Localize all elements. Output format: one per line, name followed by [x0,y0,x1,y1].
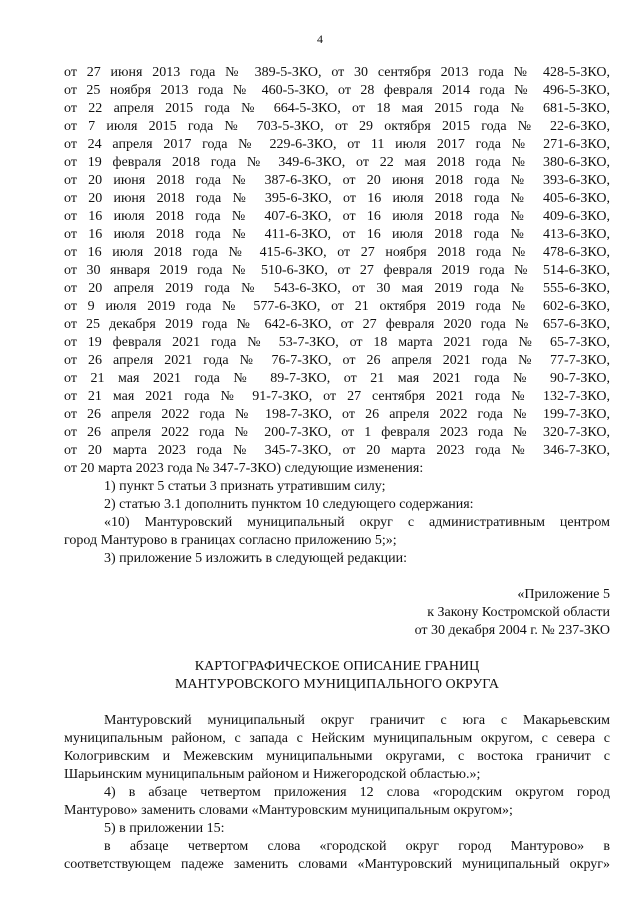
amendment-dates-line: от 21 мая 2021 года № 91-7-ЗКО, от 27 сентября 2021 года № 132-7-ЗКО, [64,389,610,404]
section-heading-line-1: КАРТОГРАФИЧЕСКОЕ ОПИСАНИЕ ГРАНИЦ [194,659,480,674]
page-number: 4 [317,32,323,46]
amendment-dates-line: от 16 июля 2018 года № 415-6-ЗКО, от 27 ноября 2018 года № 478-6-ЗКО, [64,245,610,260]
amendment-dates-line: от 25 декабря 2019 года № 642-6-ЗКО, от 27 февраля 2020 года № 657-6-ЗКО, [64,317,610,332]
amendment-dates-last-line: от 20 марта 2023 года № 347-7-ЗКО) следующие изменения: [64,461,424,476]
amendment-dates-line: от 16 июля 2018 года № 411-6-ЗКО, от 16 июля 2018 года № 413-6-ЗКО, [64,227,610,242]
boundary-description-line: муниципальным районом, с запада с Нейским муниципальным округом, с севера с [64,731,610,746]
amendment-dates-line: от 9 июля 2019 года № 577-6-ЗКО, от 21 октября 2019 года № 602-6-ЗКО, [64,299,610,314]
appendix-reference-title: «Приложение 5 [517,587,610,602]
amendment-dates-line: от 26 апреля 2021 года № 76-7-ЗКО, от 26 апреля 2021 года № 77-7-ЗКО, [64,353,610,368]
boundary-description-line: Кологривским и Межевским муниципальными округами, с востока граничит с [64,749,610,764]
amendment-dates-line: от 30 января 2019 года № 510-6-ЗКО, от 27 февраля 2019 года № 514-6-ЗКО, [64,263,610,278]
amendment-dates-line: от 26 апреля 2022 года № 200-7-ЗКО, от 1 февраля 2023 года № 320-7-ЗКО, [64,425,610,440]
boundary-description-line: Мантуровский муниципальный округ граничит с юга с Макарьевским [104,713,610,728]
amendment-dates-line: от 22 апреля 2015 года № 664-5-ЗКО, от 18 мая 2015 года № 681-5-ЗКО, [64,101,610,116]
item-4-line-1: 4) в абзаце четвертом приложения 12 слова «городским округом город [104,785,610,800]
item-5-paragraph-line-2: соответствующем падеже заменить словами «Мантуровский муниципальный округ» [64,857,610,872]
amendment-dates-line: от 16 июля 2018 года № 407-6-ЗКО, от 16 июля 2018 года № 409-6-ЗКО, [64,209,610,224]
amendment-dates-line: от 24 апреля 2017 года № 229-6-ЗКО, от 11 июля 2017 года № 271-6-ЗКО, [64,137,610,152]
amendment-dates-line: от 7 июля 2015 года № 703-5-ЗКО, от 29 октября 2015 года № 22-6-ЗКО, [64,119,610,134]
section-heading-line-2: МАНТУРОВСКОГО МУНИЦИПАЛЬНОГО ОКРУГА [175,677,499,692]
item-4-line-2: Мантурово» заменить словами «Мантуровским муниципальным округом»; [64,803,513,818]
amendment-dates-line: от 20 июня 2018 года № 395-6-ЗКО, от 16 июля 2018 года № 405-6-ЗКО, [64,191,610,206]
amendment-dates-line: от 20 апреля 2019 года № 543-6-ЗКО, от 30 мая 2019 года № 555-6-ЗКО, [64,281,610,296]
amendment-dates-line: от 20 марта 2023 года № 345-7-ЗКО, от 20 марта 2023 года № 346-7-ЗКО, [64,443,610,458]
amendment-dates-line: от 27 июня 2013 года № 389-5-ЗКО, от 30 сентября 2013 года № 428-5-ЗКО, [64,65,610,80]
boundary-description-line: Шарьинским муниципальным районом и Нижегородской областью.»; [64,767,481,782]
item-1: 1) пункт 5 статьи 3 признать утратившим силу; [104,479,386,494]
amendment-dates-line: от 26 апреля 2022 года № 198-7-ЗКО, от 26 апреля 2022 года № 199-7-ЗКО, [64,407,610,422]
amendment-dates-line: от 20 июня 2018 года № 387-6-ЗКО, от 20 июня 2018 года № 393-6-ЗКО, [64,173,610,188]
item-5-paragraph-line-1: в абзаце четвертом слова «городской округ город Мантурово» в [104,839,610,854]
appendix-reference-date: от 30 декабря 2004 г. № 237-ЗКО [414,623,610,638]
amendment-dates-line: от 19 февраля 2018 года № 349-6-ЗКО, от 22 мая 2018 года № 380-6-ЗКО, [64,155,610,170]
item-2: 2) статью 3.1 дополнить пунктом 10 следующего содержания: [104,497,474,512]
item-3: 3) приложение 5 изложить в следующей редакции: [104,551,407,566]
appendix-reference-law: к Закону Костромской области [427,605,610,620]
quote-point-10-line-1: «10) Мантуровский муниципальный округ с административным центром [104,515,610,530]
amendment-dates-line: от 19 февраля 2021 года № 53-7-ЗКО, от 18 марта 2021 года № 65-7-ЗКО, [64,335,610,350]
amendment-dates-line: от 25 ноября 2013 года № 460-5-ЗКО, от 28 февраля 2014 года № 496-5-ЗКО, [64,83,610,98]
quote-point-10-line-2: город Мантурово в границах согласно приложению 5;»; [64,533,397,548]
amendment-dates-line: от 21 мая 2021 года № 89-7-ЗКО, от 21 мая 2021 года № 90-7-ЗКО, [64,371,610,386]
item-5: 5) в приложении 15: [104,821,225,836]
